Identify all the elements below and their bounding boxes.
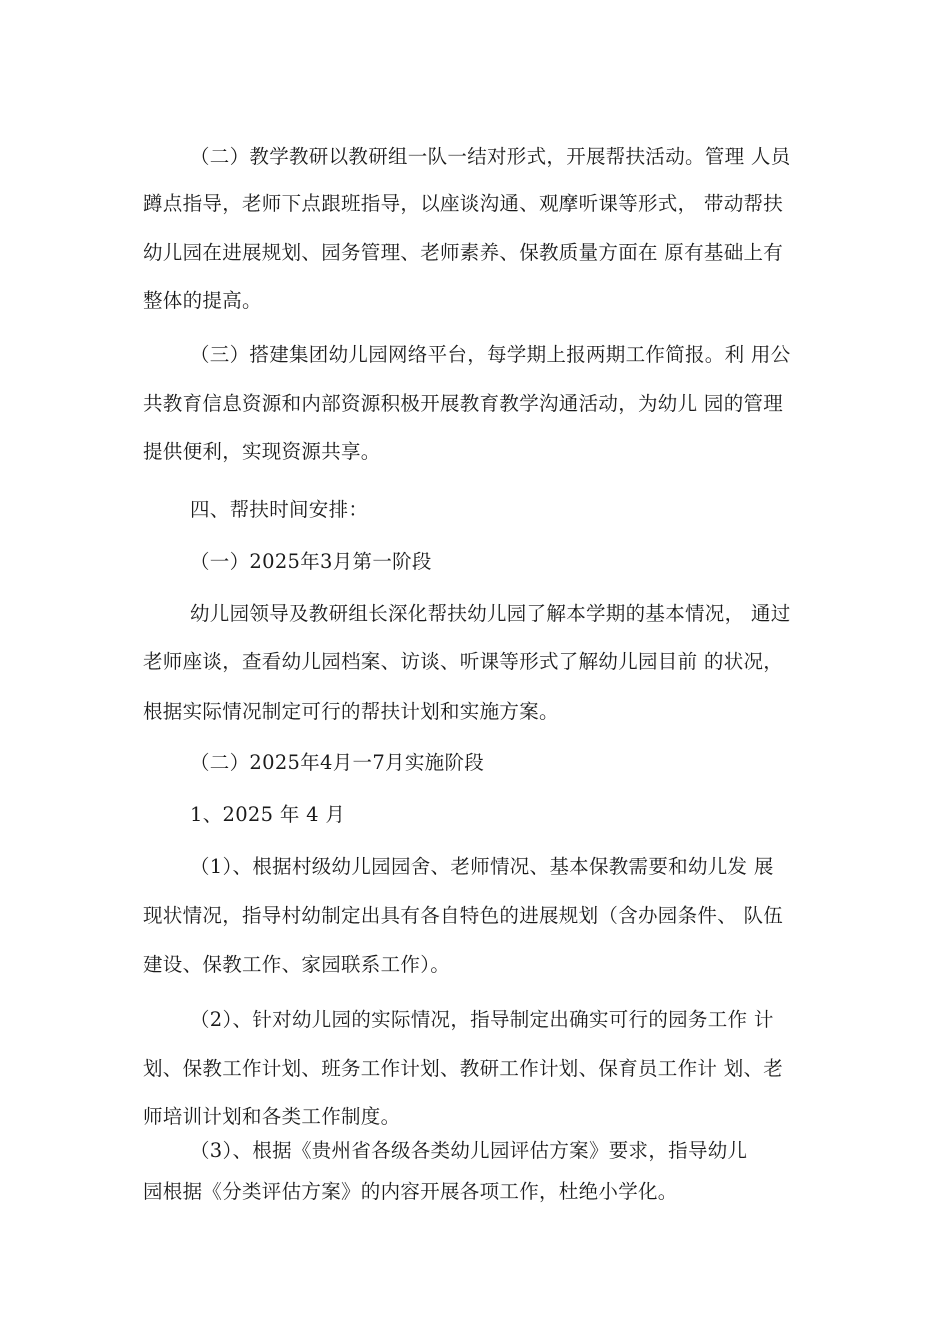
paragraph-platform-line-3: 提供便利，实现资源共享。 [143, 440, 381, 463]
paragraph-item-2-line-2: 划、保教工作计划、班务工作计划、教研工作计划、保育员工作计 划、老 [143, 1057, 784, 1080]
paragraph-phase-one-line-3: 根据实际情况制定可行的帮扶计划和实施方案。 [143, 700, 559, 723]
paragraph-item-3-line-1: （3）、根据《贵州省各级各类幼儿园评估方案》要求，指导幼儿 [190, 1139, 748, 1162]
paragraph-platform-line-2: 共教育信息资源和内部资源积极开展教育教学沟通活动，为幼儿 园的管理 [143, 392, 784, 415]
paragraph-item-2-line-3: 师培训计划和各类工作制度。 [143, 1105, 401, 1128]
paragraph-item-1-line-3: 建设、保教工作、家园联系工作）。 [143, 953, 451, 976]
paragraph-teaching-line-3: 幼儿园在进展规划、园务管理、老师素养、保教质量方面在 原有基础上有 [143, 241, 784, 264]
paragraph-phase-one-line-2: 老师座谈，查看幼儿园档案、访谈、听课等形式了解幼儿园目前 的状况， [143, 650, 784, 673]
paragraph-platform-line-1: （三）搭建集团幼儿园网络平台，每学期上报两期工作简报。利 用公 [190, 343, 791, 366]
paragraph-phase-one-line-1: 幼儿园领导及教研组长深化帮扶幼儿园了解本学期的基本情况， 通过 [190, 602, 791, 625]
subheading-phase-two: （二）2025年4月一7月实施阶段 [190, 751, 485, 774]
paragraph-teaching-line-2: 蹲点指导，老师下点跟班指导，以座谈沟通、观摩听课等形式， 带动帮扶 [143, 192, 784, 215]
paragraph-teaching-line-1: （二）教学教研以教研组一队一结对形式，开展帮扶活动。管理 人员 [190, 145, 791, 168]
paragraph-teaching-line-4: 整体的提高。 [143, 289, 262, 312]
section-heading-schedule: 四、帮扶时间安排： [190, 498, 369, 521]
subheading-phase-one: （一）2025年3月第一阶段 [190, 550, 432, 573]
paragraph-item-1-line-1: （1）、根据村级幼儿园园舍、老师情况、基本保教需要和幼儿发 展 [190, 855, 774, 878]
paragraph-item-3-line-2: 园根据《分类评估方案》的内容开展各项工作，杜绝小学化。 [143, 1180, 678, 1203]
paragraph-item-1-line-2: 现状情况，指导村幼制定出具有各自特色的进展规划（含办园条件、 队伍 [143, 904, 784, 927]
paragraph-item-2-line-1: （2）、针对幼儿园的实际情况，指导制定出确实可行的园务工作 计 [190, 1008, 774, 1031]
subheading-april: 1、2025 年 4 月 [190, 803, 346, 826]
